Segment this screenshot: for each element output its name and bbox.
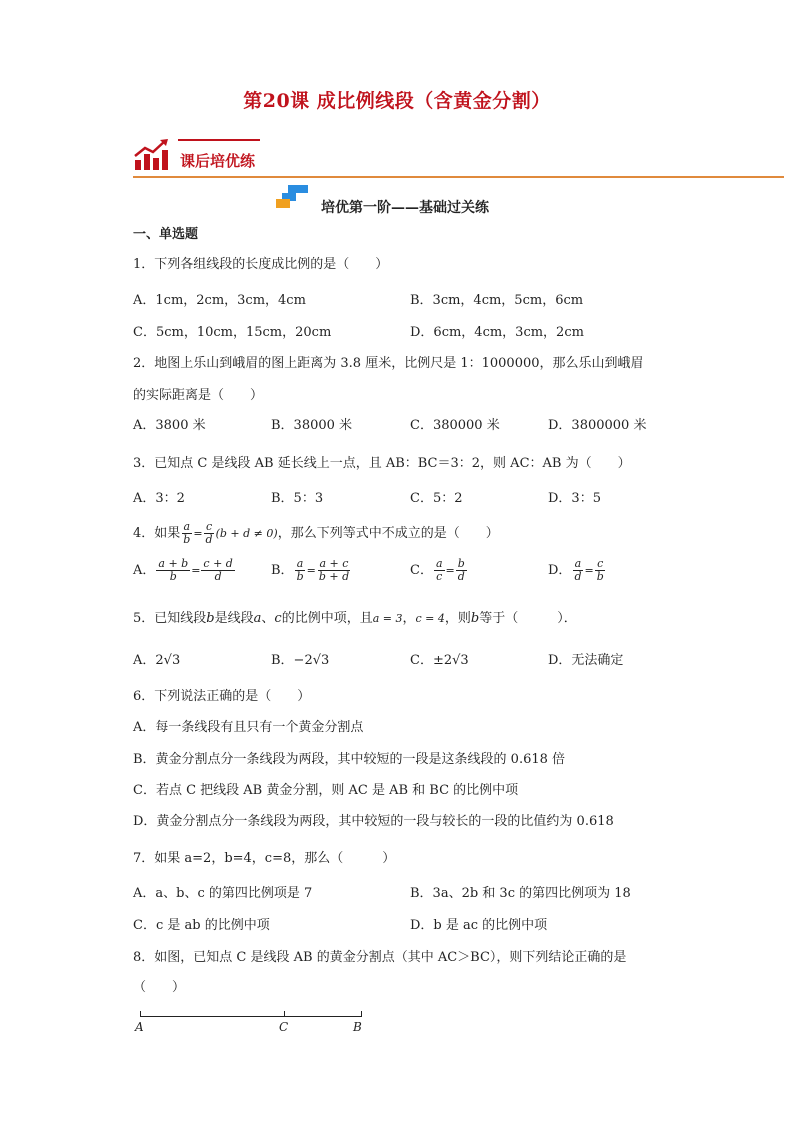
question-1-option-c: C．5cm，10cm，15cm，20cm — [133, 325, 332, 340]
question-7-stem: 7．如果 a=2，b=4，c=8，那么（ ） — [133, 851, 396, 866]
question-7-option-a: A．a、b、c 的第四比例项是 7 — [133, 886, 313, 901]
question-2-option-b: B．38000 米 — [271, 418, 353, 433]
section-heading: 一、单选题 — [133, 227, 199, 242]
question-1-option-b: B．3cm，4cm，5cm，6cm — [410, 293, 584, 308]
stage-heading: 培优第一阶——基础过关练 — [321, 200, 489, 216]
tick-b — [361, 1011, 362, 1017]
question-5-option-c: C．±2√3 — [410, 653, 469, 668]
question-1-option-d: D．6cm，4cm，3cm，2cm — [410, 325, 584, 340]
question-6-option-a: A．每一条线段有且只有一个黄金分割点 — [133, 720, 364, 735]
question-6-option-b: B．黄金分割点分一条线段为两段，其中较短的一段是这条线段的 0.618 倍 — [133, 752, 566, 767]
banner-label: 课后培优练 — [180, 152, 256, 170]
question-4-stem: 4．如果 $\frac{a}{b}$ = $\frac{c}{d}$ (b + d ≠ 0)，那么下列等式中不成立的是（ ） — [133, 520, 499, 546]
question-3-option-b: B．5：3 — [271, 491, 324, 506]
frac-a-over-b: $\frac{a}{b}$ — [183, 520, 191, 546]
question-4-option-a: A． $\frac{a + b}{b}$ = $\frac{c + d}{d}$ — [133, 557, 233, 583]
question-6-stem: 6．下列说法正确的是（ ） — [133, 689, 311, 704]
question-4-option-b: B． $\frac{a}{b}$ = $\frac{a + c}{b + d}$ — [271, 557, 350, 583]
question-1-option-a: A．1cm，2cm，3cm，4cm — [133, 293, 306, 308]
question-5-option-d: D．无法确定 — [548, 653, 624, 668]
page-title: 第20课 成比例线段（含黄金分割） — [243, 90, 551, 112]
question-5-option-a: A．2√3 — [133, 653, 181, 668]
question-3-option-c: C．5：2 — [410, 491, 463, 506]
question-4-option-c: C． $\frac{a}{c}$ = $\frac{b}{d}$ — [410, 557, 465, 583]
question-6-option-d: D．黄金分割点分一条线段为两段，其中较短的一段与较长的一段的比值约为 0.618 — [133, 814, 614, 829]
banner-accent-line — [178, 139, 260, 141]
question-2-option-a: A．3800 米 — [133, 418, 206, 433]
label-a: A — [135, 1020, 144, 1034]
question-1-stem: 1．下列各组线段的长度成比例的是（ ） — [133, 257, 389, 272]
question-6-option-c: C．若点 C 把线段 AB 黄金分割，则 AC 是 AB 和 BC 的比例中项 — [133, 783, 519, 798]
tick-c — [284, 1011, 285, 1017]
question-7-option-b: B．3a、2b 和 3c 的第四比例项为 18 — [410, 886, 631, 901]
question-4-stem-suffix: ，那么下列等式中不成立的是（ ） — [277, 526, 499, 541]
question-8-stem-line1: 8．如图，已知点 C 是线段 AB 的黄金分割点（其中 AC＞BC），则下列结论正确的是 — [133, 950, 627, 965]
frac-c-over-d: $\frac{c}{d}$ — [205, 520, 213, 546]
question-4-condition: (b + d ≠ 0) — [215, 527, 278, 540]
segment-ab-line — [140, 1016, 362, 1017]
question-2-stem-line1: 2．地图上乐山到峨眉的图上距离为 3.8 厘米，比例尺是 1：1000000，那么乐山到峨眉 — [133, 356, 644, 371]
question-3-option-a: A．3：2 — [133, 491, 185, 506]
question-2-option-d: D．3800000 米 — [548, 418, 647, 433]
question-7-option-d: D．b 是 ac 的比例中项 — [410, 918, 548, 933]
question-3-stem: 3．已知点 C 是线段 AB 延长线上一点，且 AB：BC＝3：2，则 AC：AB 为（ ） — [133, 456, 631, 471]
question-5-option-b: B．−2√3 — [271, 653, 330, 668]
banner-rule — [133, 176, 784, 178]
question-5-stem: 5．已知线段b是线段a、c的比例中项，且a = 3，c = 4，则b等于（ ）． — [133, 611, 577, 626]
label-c: C — [279, 1020, 289, 1034]
question-4-option-d: D． $\frac{a}{d}$ = $\frac{c}{b}$ — [548, 557, 604, 583]
label-b: B — [353, 1020, 362, 1034]
question-7-option-c: C．c 是 ab 的比例中项 — [133, 918, 270, 933]
question-3-option-d: D．3：5 — [548, 491, 601, 506]
growth-chart-icon — [133, 138, 171, 172]
question-2-option-c: C．380000 米 — [410, 418, 500, 433]
question-4-stem-prefix: 4．如果 — [133, 526, 181, 541]
question-8-stem-line2: （ ） — [133, 980, 186, 995]
tick-a — [140, 1011, 141, 1017]
question-2-stem-line2: 的实际距离是（ ） — [133, 388, 264, 403]
